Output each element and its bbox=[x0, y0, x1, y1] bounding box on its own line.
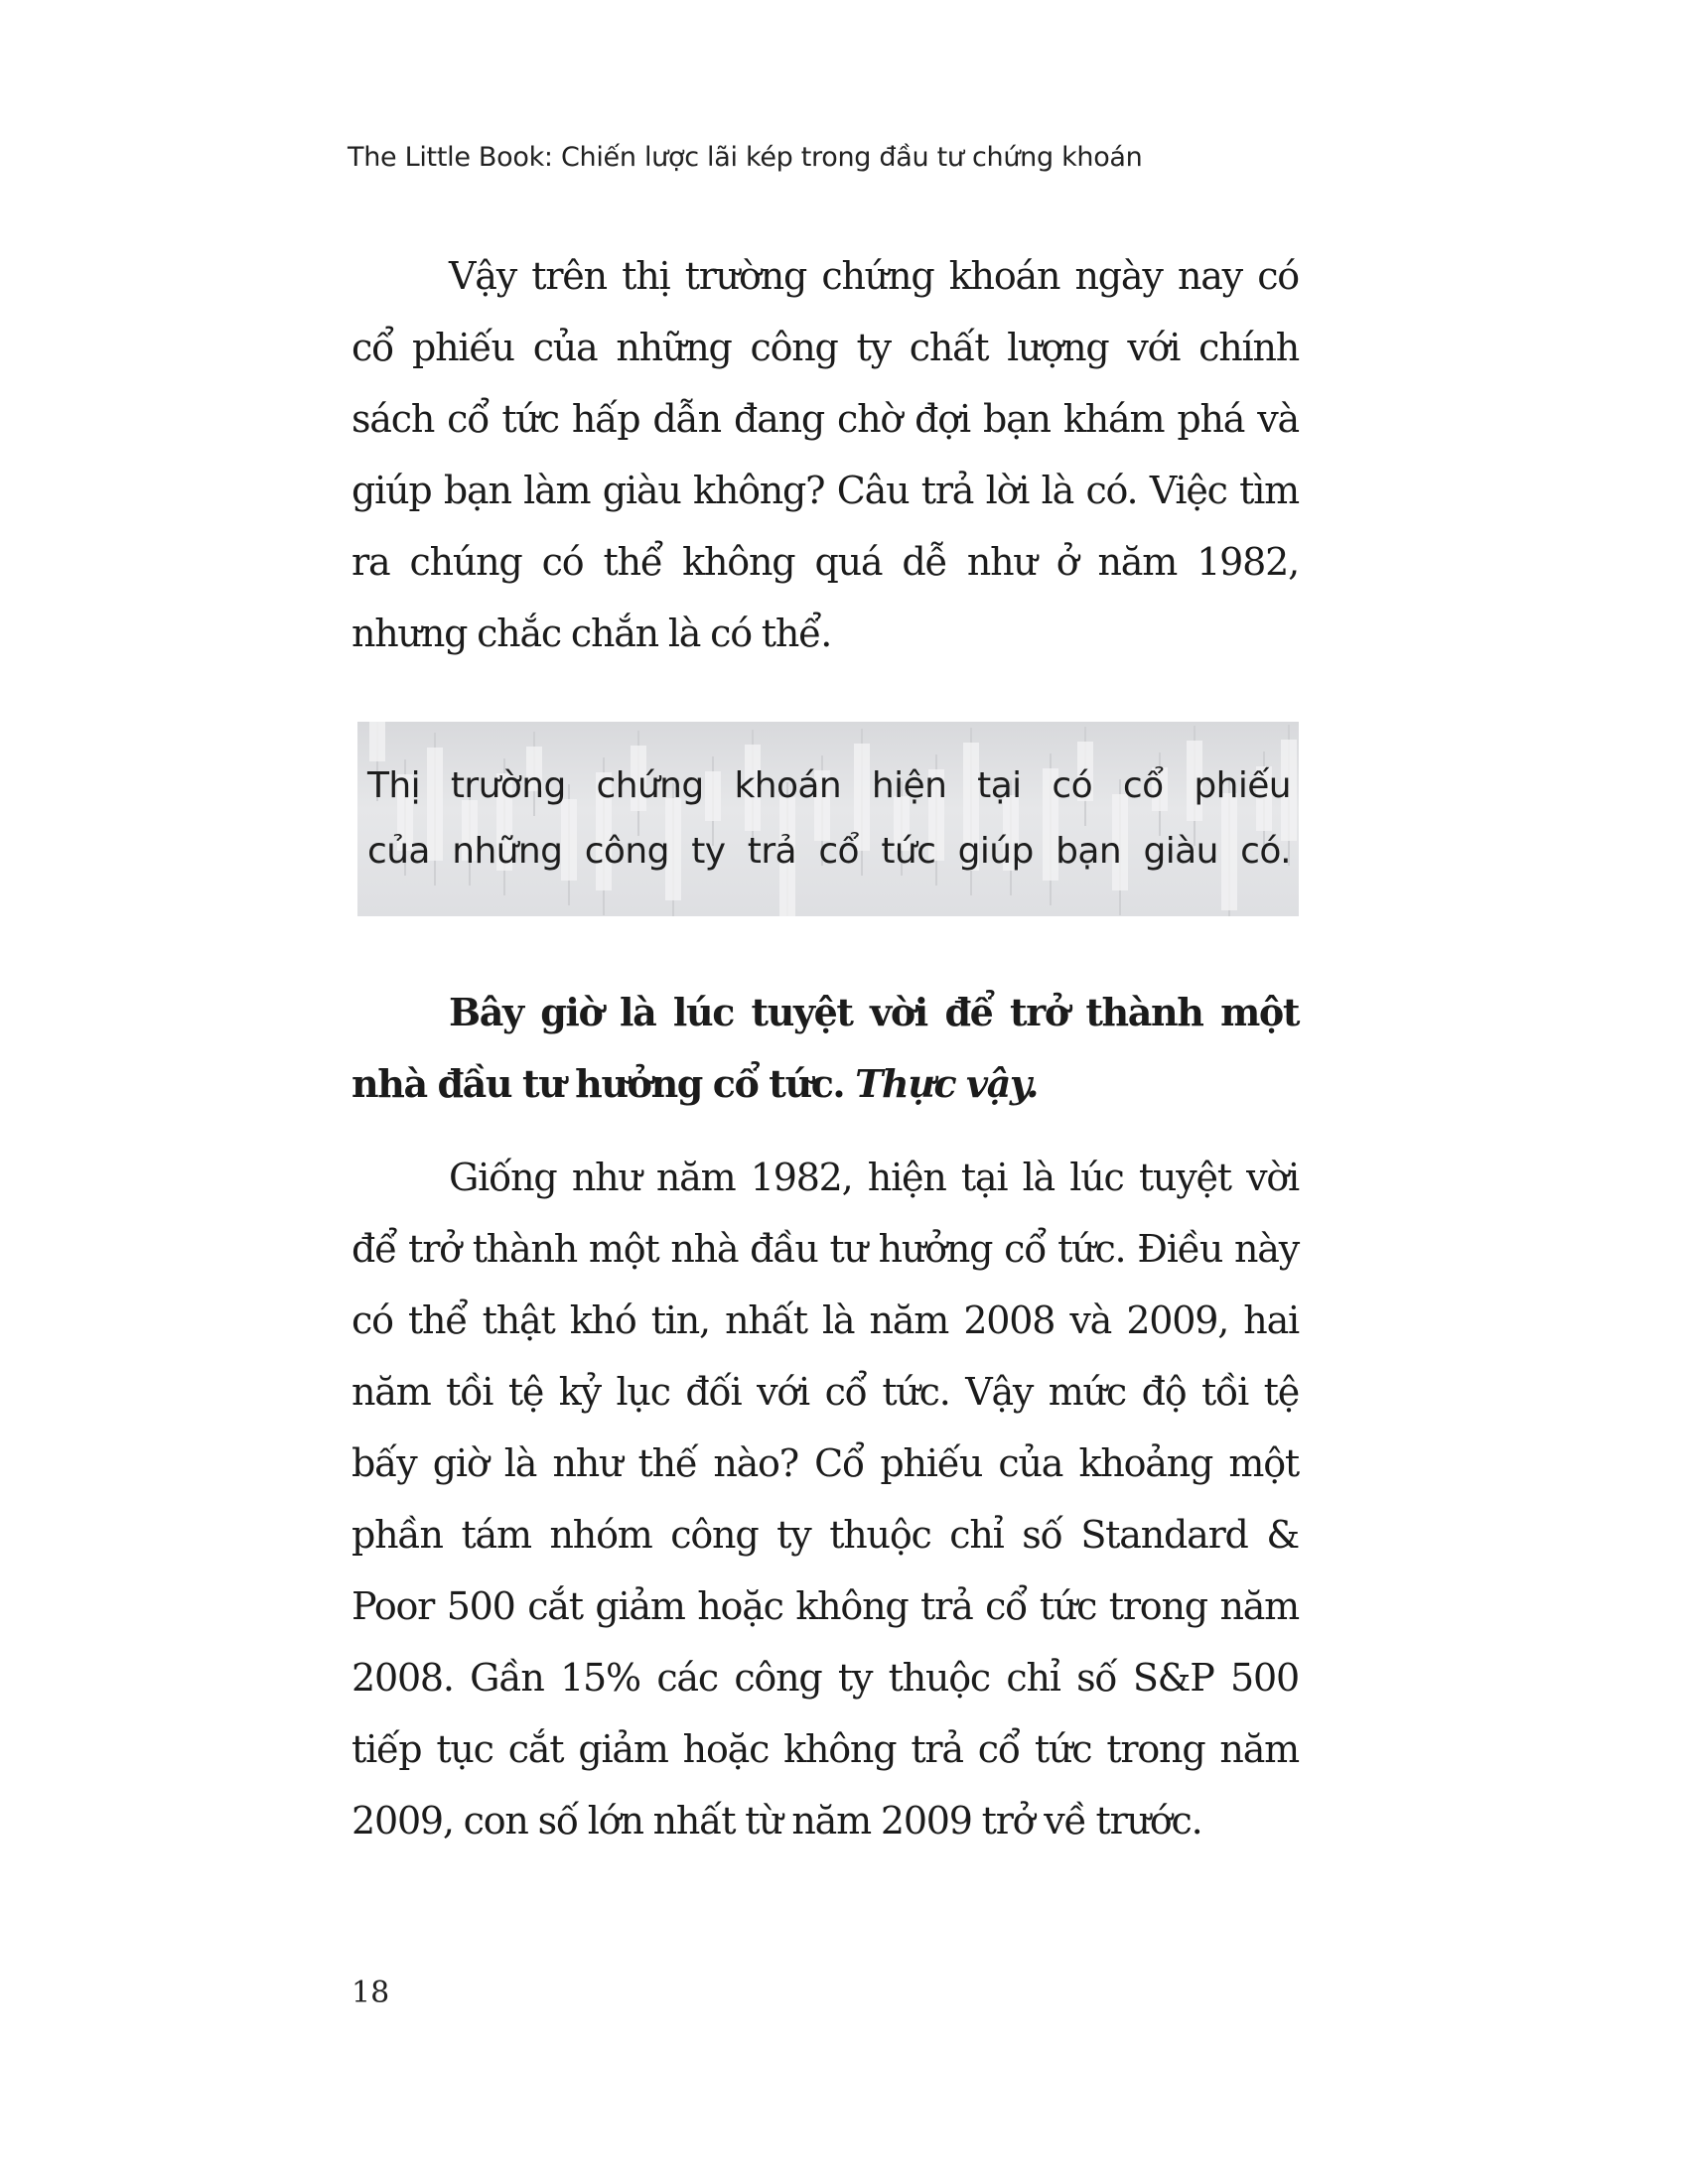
heading-italic-text: Thực vậy. bbox=[855, 1061, 1039, 1106]
heading-bold-text: Bây giờ là lúc tuyệt vời để trở thành một nhà đầu tư hưởng cổ tức. bbox=[352, 990, 1299, 1106]
section-heading bbox=[352, 977, 1299, 1120]
callout-line-2: của những công ty trả cổ tức giúp bạn giàu có. bbox=[367, 831, 1291, 872]
intro-paragraph: Vậy trên thị trường chứng khoán ngày nay có cổ phiếu của những công ty chất lượng với chính sách cổ tức hấp dẫn đang chờ đợi bạn khám phá và giúp bạn làm giàu không? Câu trả lời là có. Việc tìm ra chúng có thể không quá dễ như ở năm 1982, nhưng chắc chắn là có thể. bbox=[352, 254, 1299, 655]
callout-quote bbox=[367, 753, 1291, 885]
running-header: The Little Book: Chiến lược lãi kép trong đầu tư chứng khoán bbox=[348, 142, 1143, 173]
body-paragraph: Giống như năm 1982, hiện tại là lúc tuyệt vời để trở thành một nhà đầu tư hưởng cổ tức. Điều này có thể thật khó tin, nhất là năm 2008 và 2009, hai năm tồi tệ kỷ lục đối với cổ tức. Vậy mức độ tồi tệ bấy giờ là như thế nào? Cổ phiếu của khoảng một phần tám nhóm công ty thuộc chỉ số Standard & Poor 500 cắt giảm hoặc không trả cổ tức trong năm 2008. Gần 15% các công ty thuộc chỉ số S&P 500 tiếp tục cắt giảm hoặc không trả cổ tức trong năm 2009, con số lớn nhất từ năm 2009 trở về trước. bbox=[352, 1156, 1299, 1843]
page-number: 18 bbox=[352, 1976, 390, 2010]
callout-box bbox=[357, 722, 1299, 916]
callout-line-1: Thị trường chứng khoán hiện tại có cổ phiếu bbox=[367, 765, 1291, 806]
